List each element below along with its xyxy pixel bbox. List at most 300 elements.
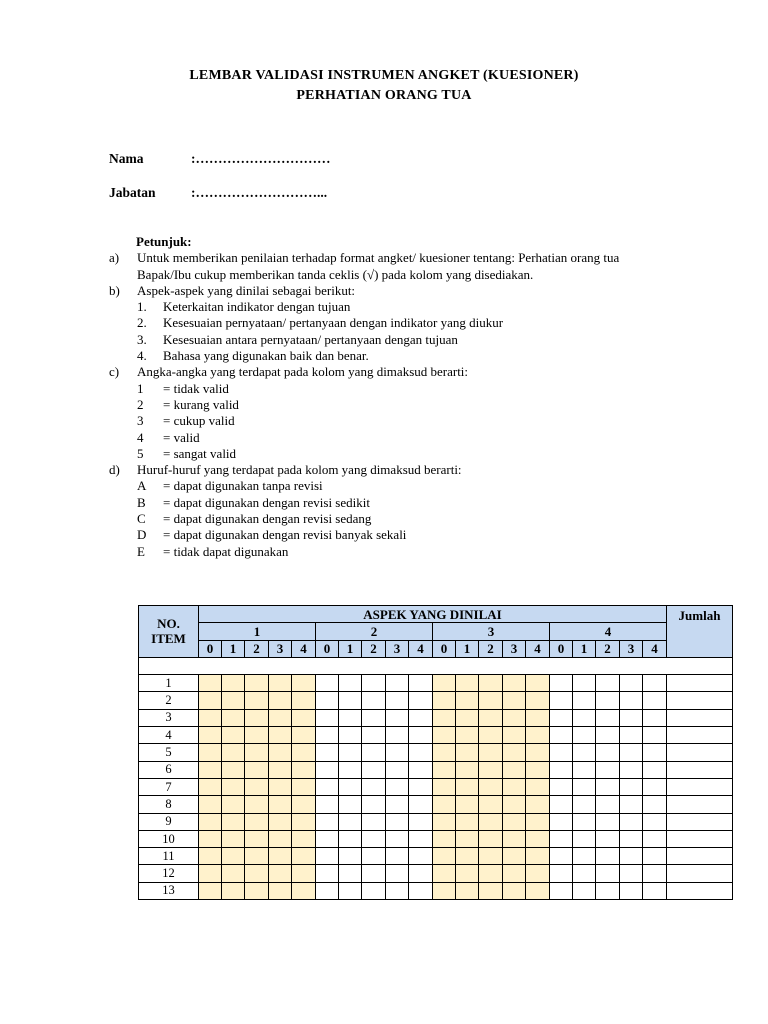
- score-cell[interactable]: [339, 830, 362, 847]
- score-cell[interactable]: [573, 778, 596, 795]
- score-cell[interactable]: [550, 727, 573, 744]
- score-cell[interactable]: [222, 848, 245, 865]
- score-cell[interactable]: [643, 882, 667, 899]
- score-cell[interactable]: [269, 778, 292, 795]
- score-cell[interactable]: [292, 692, 316, 709]
- score-cell[interactable]: [456, 744, 479, 761]
- item-number: 11: [139, 848, 199, 865]
- item-text: = tidak valid: [163, 380, 229, 396]
- score-cell[interactable]: [222, 675, 245, 692]
- score-cell[interactable]: [573, 675, 596, 692]
- score-cell[interactable]: [643, 865, 667, 882]
- score-cell[interactable]: [596, 848, 620, 865]
- score-cell[interactable]: [643, 744, 667, 761]
- score-cell[interactable]: [550, 744, 573, 761]
- score-cell[interactable]: [620, 727, 643, 744]
- score-cell[interactable]: [316, 761, 339, 778]
- score-cell[interactable]: [456, 675, 479, 692]
- score-cell[interactable]: [433, 796, 456, 813]
- score-cell[interactable]: [550, 675, 573, 692]
- score-cell[interactable]: [362, 692, 386, 709]
- score-cell[interactable]: [433, 761, 456, 778]
- score-cell[interactable]: [339, 709, 362, 726]
- score-cell[interactable]: [386, 675, 409, 692]
- score-cell[interactable]: [526, 709, 550, 726]
- score-cell[interactable]: [479, 675, 503, 692]
- score-cell[interactable]: [479, 813, 503, 830]
- score-cell[interactable]: [409, 848, 433, 865]
- score-cell[interactable]: [316, 848, 339, 865]
- score-cell[interactable]: [433, 830, 456, 847]
- score-cell[interactable]: [339, 848, 362, 865]
- score-cell[interactable]: [503, 865, 526, 882]
- score-cell[interactable]: [362, 813, 386, 830]
- item-code: 5: [137, 445, 144, 461]
- score-cell[interactable]: [409, 675, 433, 692]
- score-cell[interactable]: [479, 744, 503, 761]
- score-cell[interactable]: [479, 796, 503, 813]
- score-cell[interactable]: [456, 796, 479, 813]
- score-cell[interactable]: [526, 727, 550, 744]
- score-cell[interactable]: [222, 865, 245, 882]
- score-cell[interactable]: [339, 761, 362, 778]
- score-cell[interactable]: [479, 830, 503, 847]
- score-cell[interactable]: [316, 744, 339, 761]
- score-cell[interactable]: [292, 796, 316, 813]
- total-cell[interactable]: [667, 675, 733, 692]
- score-cell[interactable]: [409, 882, 433, 899]
- score-cell[interactable]: [339, 778, 362, 795]
- score-cell[interactable]: [339, 744, 362, 761]
- score-cell[interactable]: [269, 882, 292, 899]
- score-cell[interactable]: [245, 727, 269, 744]
- score-cell[interactable]: [199, 709, 222, 726]
- score-cell[interactable]: [339, 882, 362, 899]
- score-cell[interactable]: [386, 727, 409, 744]
- score-cell[interactable]: [199, 796, 222, 813]
- score-cell[interactable]: [456, 761, 479, 778]
- score-cell[interactable]: [550, 692, 573, 709]
- score-cell[interactable]: [409, 709, 433, 726]
- score-cell[interactable]: [269, 744, 292, 761]
- score-cell[interactable]: [620, 865, 643, 882]
- score-cell[interactable]: [456, 848, 479, 865]
- score-cell[interactable]: [292, 709, 316, 726]
- score-cell[interactable]: [479, 882, 503, 899]
- score-cell[interactable]: [386, 830, 409, 847]
- score-cell[interactable]: [503, 675, 526, 692]
- score-cell[interactable]: [573, 882, 596, 899]
- score-cell[interactable]: [596, 675, 620, 692]
- score-cell[interactable]: [316, 830, 339, 847]
- score-cell[interactable]: [199, 778, 222, 795]
- score-cell[interactable]: [620, 675, 643, 692]
- score-cell[interactable]: [245, 848, 269, 865]
- score-cell[interactable]: [199, 813, 222, 830]
- score-label: 2: [362, 640, 386, 657]
- score-cell[interactable]: [362, 778, 386, 795]
- score-cell[interactable]: [643, 778, 667, 795]
- score-cell[interactable]: [339, 813, 362, 830]
- score-cell[interactable]: [409, 744, 433, 761]
- score-cell[interactable]: [386, 813, 409, 830]
- score-cell[interactable]: [573, 865, 596, 882]
- score-cell[interactable]: [269, 848, 292, 865]
- total-cell[interactable]: [667, 848, 733, 865]
- total-cell[interactable]: [667, 709, 733, 726]
- score-cell[interactable]: [386, 848, 409, 865]
- score-cell[interactable]: [550, 761, 573, 778]
- score-cell[interactable]: [222, 692, 245, 709]
- score-cell[interactable]: [620, 813, 643, 830]
- score-cell[interactable]: [245, 675, 269, 692]
- score-cell[interactable]: [409, 778, 433, 795]
- score-cell[interactable]: [409, 813, 433, 830]
- score-cell[interactable]: [386, 692, 409, 709]
- score-cell[interactable]: [222, 744, 245, 761]
- score-cell[interactable]: [503, 813, 526, 830]
- score-cell[interactable]: [199, 830, 222, 847]
- score-cell[interactable]: [292, 675, 316, 692]
- score-cell[interactable]: [362, 796, 386, 813]
- score-cell[interactable]: [269, 830, 292, 847]
- total-cell[interactable]: [667, 761, 733, 778]
- score-cell[interactable]: [643, 848, 667, 865]
- score-cell[interactable]: [433, 813, 456, 830]
- score-cell[interactable]: [339, 796, 362, 813]
- score-cell[interactable]: [596, 761, 620, 778]
- score-cell[interactable]: [596, 796, 620, 813]
- score-cell[interactable]: [222, 761, 245, 778]
- score-cell[interactable]: [456, 865, 479, 882]
- score-cell[interactable]: [526, 848, 550, 865]
- score-cell[interactable]: [409, 796, 433, 813]
- score-cell[interactable]: [386, 882, 409, 899]
- item-number: 10: [139, 830, 199, 847]
- score-cell[interactable]: [456, 692, 479, 709]
- score-cell[interactable]: [362, 761, 386, 778]
- score-cell[interactable]: [503, 727, 526, 744]
- score-cell[interactable]: [596, 882, 620, 899]
- score-cell[interactable]: [433, 727, 456, 744]
- score-cell[interactable]: [596, 813, 620, 830]
- score-cell[interactable]: [456, 813, 479, 830]
- score-cell[interactable]: [456, 830, 479, 847]
- total-cell[interactable]: [667, 830, 733, 847]
- score-cell[interactable]: [292, 865, 316, 882]
- score-cell[interactable]: [503, 848, 526, 865]
- score-cell[interactable]: [199, 692, 222, 709]
- score-cell[interactable]: [339, 727, 362, 744]
- score-cell[interactable]: [573, 830, 596, 847]
- score-cell[interactable]: [596, 727, 620, 744]
- score-cell[interactable]: [526, 744, 550, 761]
- score-cell[interactable]: [222, 727, 245, 744]
- section-marker: a): [109, 250, 120, 266]
- score-cell[interactable]: [316, 692, 339, 709]
- score-cell[interactable]: [316, 778, 339, 795]
- score-cell[interactable]: [526, 778, 550, 795]
- score-cell[interactable]: [292, 813, 316, 830]
- score-cell[interactable]: [222, 709, 245, 726]
- score-cell[interactable]: [573, 848, 596, 865]
- score-cell[interactable]: [503, 882, 526, 899]
- score-cell[interactable]: [526, 761, 550, 778]
- score-cell[interactable]: [245, 778, 269, 795]
- score-cell[interactable]: [550, 796, 573, 813]
- score-cell[interactable]: [386, 796, 409, 813]
- score-cell[interactable]: [222, 778, 245, 795]
- score-cell[interactable]: [526, 796, 550, 813]
- score-cell[interactable]: [573, 709, 596, 726]
- score-cell[interactable]: [245, 796, 269, 813]
- score-cell[interactable]: [503, 830, 526, 847]
- score-cell[interactable]: [550, 882, 573, 899]
- score-cell[interactable]: [362, 848, 386, 865]
- score-cell[interactable]: [362, 675, 386, 692]
- table-row: [139, 865, 733, 882]
- score-cell[interactable]: [643, 761, 667, 778]
- score-cell[interactable]: [479, 761, 503, 778]
- score-cell[interactable]: [596, 744, 620, 761]
- score-cell[interactable]: [643, 709, 667, 726]
- score-cell[interactable]: [199, 882, 222, 899]
- total-cell[interactable]: [667, 692, 733, 709]
- score-cell[interactable]: [620, 830, 643, 847]
- score-cell[interactable]: [550, 830, 573, 847]
- score-cell[interactable]: [269, 675, 292, 692]
- score-cell[interactable]: [362, 727, 386, 744]
- score-cell[interactable]: [292, 761, 316, 778]
- score-cell[interactable]: [643, 727, 667, 744]
- total-cell[interactable]: [667, 778, 733, 795]
- score-cell[interactable]: [620, 848, 643, 865]
- score-cell[interactable]: [245, 865, 269, 882]
- item-code: E: [137, 543, 145, 559]
- score-cell[interactable]: [433, 692, 456, 709]
- score-cell[interactable]: [245, 744, 269, 761]
- item-number: 4: [139, 727, 199, 744]
- score-cell[interactable]: [573, 692, 596, 709]
- score-cell[interactable]: [245, 692, 269, 709]
- score-cell[interactable]: [503, 761, 526, 778]
- score-cell[interactable]: [550, 778, 573, 795]
- score-cell[interactable]: [269, 692, 292, 709]
- score-cell[interactable]: [643, 692, 667, 709]
- score-cell[interactable]: [503, 692, 526, 709]
- score-cell[interactable]: [433, 709, 456, 726]
- score-cell[interactable]: [386, 744, 409, 761]
- score-cell[interactable]: [526, 882, 550, 899]
- score-cell[interactable]: [526, 830, 550, 847]
- instruction-item: [109, 495, 669, 511]
- score-cell[interactable]: [362, 882, 386, 899]
- score-cell[interactable]: [245, 830, 269, 847]
- score-cell[interactable]: [456, 709, 479, 726]
- table-row: [139, 830, 733, 847]
- score-cell[interactable]: [433, 744, 456, 761]
- score-cell[interactable]: [433, 882, 456, 899]
- score-cell[interactable]: [292, 727, 316, 744]
- score-cell[interactable]: [479, 692, 503, 709]
- score-cell[interactable]: [386, 761, 409, 778]
- score-cell[interactable]: [503, 778, 526, 795]
- score-cell[interactable]: [620, 882, 643, 899]
- score-cell[interactable]: [316, 813, 339, 830]
- score-cell[interactable]: [503, 709, 526, 726]
- score-cell[interactable]: [643, 813, 667, 830]
- score-cell[interactable]: [526, 813, 550, 830]
- score-cell[interactable]: [269, 813, 292, 830]
- score-cell[interactable]: [222, 813, 245, 830]
- score-cell[interactable]: [292, 744, 316, 761]
- score-cell[interactable]: [526, 675, 550, 692]
- score-cell[interactable]: [199, 848, 222, 865]
- score-cell[interactable]: [503, 744, 526, 761]
- score-cell[interactable]: [269, 796, 292, 813]
- score-cell[interactable]: [362, 744, 386, 761]
- total-cell[interactable]: [667, 882, 733, 899]
- score-cell[interactable]: [620, 796, 643, 813]
- score-cell[interactable]: [339, 675, 362, 692]
- score-cell[interactable]: [596, 709, 620, 726]
- score-cell[interactable]: [596, 865, 620, 882]
- score-cell[interactable]: [620, 761, 643, 778]
- score-cell[interactable]: [386, 865, 409, 882]
- score-cell[interactable]: [409, 692, 433, 709]
- score-cell[interactable]: [620, 744, 643, 761]
- instruction-item: [109, 397, 669, 413]
- score-cell[interactable]: [292, 848, 316, 865]
- total-cell[interactable]: [667, 865, 733, 882]
- score-cell[interactable]: [222, 796, 245, 813]
- score-cell[interactable]: [409, 830, 433, 847]
- score-cell[interactable]: [433, 675, 456, 692]
- score-cell[interactable]: [339, 692, 362, 709]
- score-cell[interactable]: [573, 727, 596, 744]
- score-cell[interactable]: [643, 796, 667, 813]
- score-cell[interactable]: [292, 882, 316, 899]
- item-code: 4: [137, 429, 144, 445]
- score-cell[interactable]: [433, 848, 456, 865]
- score-cell[interactable]: [292, 830, 316, 847]
- score-cell[interactable]: [550, 848, 573, 865]
- score-cell[interactable]: [386, 778, 409, 795]
- score-cell[interactable]: [222, 882, 245, 899]
- score-cell[interactable]: [573, 744, 596, 761]
- score-cell[interactable]: [620, 692, 643, 709]
- total-header: Jumlah: [667, 606, 733, 658]
- score-cell[interactable]: [643, 830, 667, 847]
- item-code: 2: [137, 396, 144, 412]
- score-cell[interactable]: [339, 865, 362, 882]
- item-text: Kesesuaian pernyataan/ pertanyaan dengan indikator yang diukur: [163, 315, 504, 331]
- score-cell[interactable]: [409, 727, 433, 744]
- item-number: 3: [139, 709, 199, 726]
- score-cell[interactable]: [269, 727, 292, 744]
- score-cell[interactable]: [316, 882, 339, 899]
- score-cell[interactable]: [222, 830, 245, 847]
- spacer-row: [139, 657, 733, 674]
- score-cell[interactable]: [596, 778, 620, 795]
- score-cell[interactable]: [245, 813, 269, 830]
- score-cell[interactable]: [573, 813, 596, 830]
- score-cell[interactable]: [316, 709, 339, 726]
- score-cell[interactable]: [292, 778, 316, 795]
- instruction-section: [109, 462, 669, 478]
- score-cell[interactable]: [362, 830, 386, 847]
- score-cell[interactable]: [245, 761, 269, 778]
- score-cell[interactable]: [643, 675, 667, 692]
- score-cell[interactable]: [550, 813, 573, 830]
- score-cell[interactable]: [573, 796, 596, 813]
- score-cell[interactable]: [573, 761, 596, 778]
- total-cell[interactable]: [667, 744, 733, 761]
- score-cell[interactable]: [433, 778, 456, 795]
- score-cell[interactable]: [199, 761, 222, 778]
- score-cell[interactable]: [316, 675, 339, 692]
- score-cell[interactable]: [269, 865, 292, 882]
- section-text: Huruf-huruf yang terdapat pada kolom yang dimaksud berarti:: [137, 462, 462, 478]
- instruction-item: [109, 446, 669, 462]
- score-cell[interactable]: [456, 778, 479, 795]
- score-cell[interactable]: [479, 709, 503, 726]
- score-cell[interactable]: [479, 865, 503, 882]
- total-cell[interactable]: [667, 727, 733, 744]
- score-cell[interactable]: [316, 865, 339, 882]
- score-cell[interactable]: [199, 865, 222, 882]
- score-cell[interactable]: [433, 865, 456, 882]
- score-cell[interactable]: [362, 865, 386, 882]
- score-cell[interactable]: [409, 761, 433, 778]
- instruction-item: [109, 299, 669, 315]
- score-cell[interactable]: [596, 830, 620, 847]
- header-row: [139, 606, 733, 623]
- score-cell[interactable]: [199, 727, 222, 744]
- score-cell[interactable]: [199, 744, 222, 761]
- item-number: 7: [139, 778, 199, 795]
- score-cell[interactable]: [479, 848, 503, 865]
- score-cell[interactable]: [550, 709, 573, 726]
- score-cell[interactable]: [316, 796, 339, 813]
- score-cell[interactable]: [199, 675, 222, 692]
- total-cell[interactable]: [667, 796, 733, 813]
- score-cell[interactable]: [620, 709, 643, 726]
- score-cell[interactable]: [456, 727, 479, 744]
- score-cell[interactable]: [269, 709, 292, 726]
- item-text: = valid: [163, 429, 200, 445]
- score-cell[interactable]: [316, 727, 339, 744]
- score-cell[interactable]: [409, 865, 433, 882]
- score-cell[interactable]: [456, 882, 479, 899]
- score-cell[interactable]: [245, 709, 269, 726]
- score-cell[interactable]: [503, 796, 526, 813]
- score-cell[interactable]: [269, 761, 292, 778]
- score-cell[interactable]: [596, 692, 620, 709]
- score-cell[interactable]: [479, 727, 503, 744]
- aspect-number-row: [139, 623, 733, 640]
- table-row: [139, 796, 733, 813]
- score-cell[interactable]: [362, 709, 386, 726]
- score-cell[interactable]: [550, 865, 573, 882]
- score-cell[interactable]: [620, 778, 643, 795]
- score-cell[interactable]: [245, 882, 269, 899]
- score-cell[interactable]: [479, 778, 503, 795]
- total-cell[interactable]: [667, 813, 733, 830]
- score-cell[interactable]: [526, 692, 550, 709]
- score-cell[interactable]: [526, 865, 550, 882]
- score-cell[interactable]: [386, 709, 409, 726]
